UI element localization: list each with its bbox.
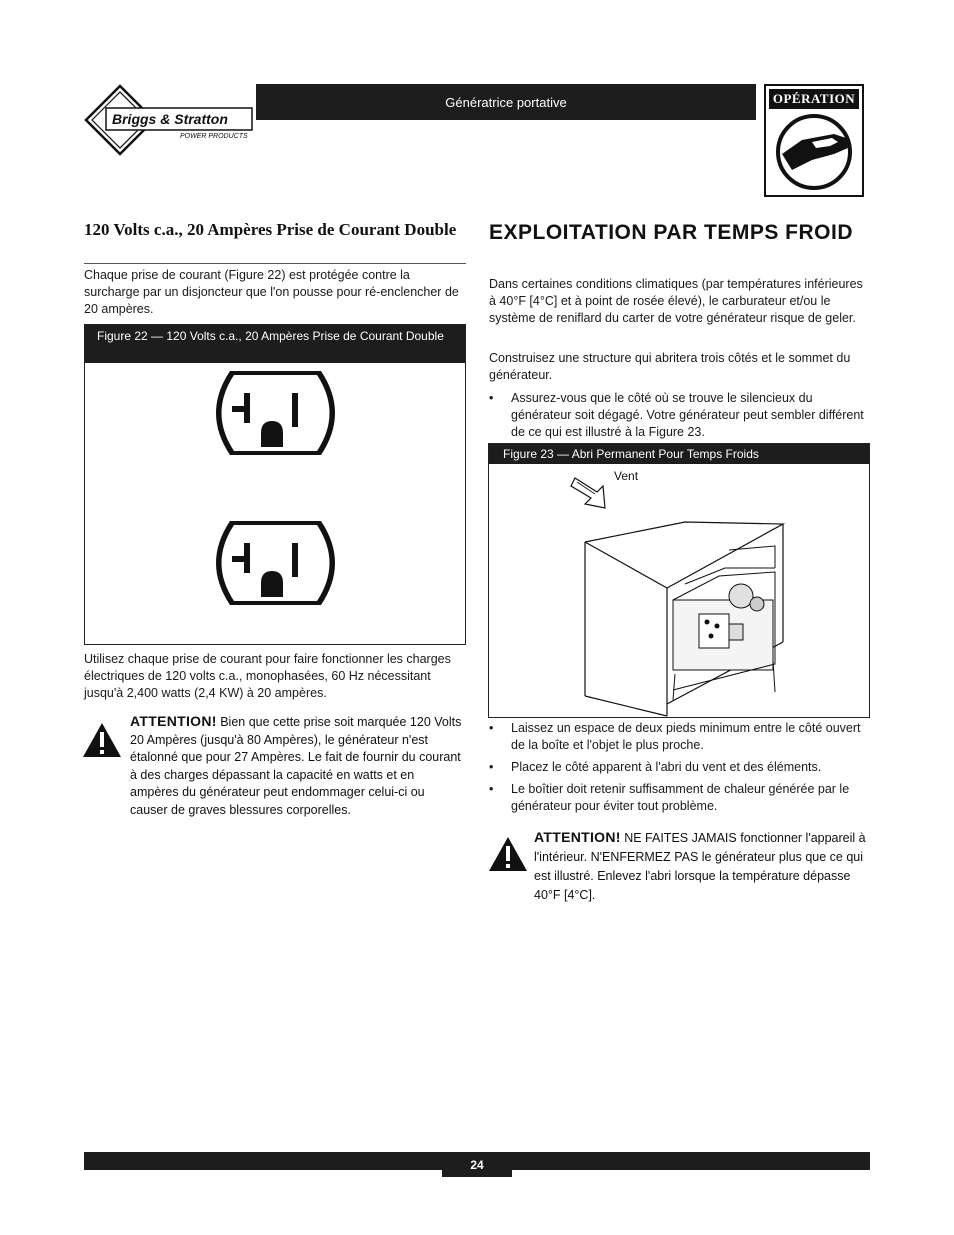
list-item-text: Assurez-vous que le côté où se trouve le silencieux du générateur soit dégagé. Votre générateur peut sembler différent de ce qui est illustré à la Figure 23. [511,391,864,439]
section-badge [764,84,864,197]
hand-switch-icon [772,114,856,190]
outlet-receptacle-upper [216,371,335,455]
list-item-text: Le boîtier doit retenir suffisamment de chaleur générée par le générateur pour éviter tout problème. [511,782,850,813]
figure-22-title: 120 Volts c.a., 20 Ampères Prise de Courant Double [166,329,444,343]
warning-text: Bien que cette prise soit marquée 120 Volts 20 Ampères (jusqu'à 80 Ampères), le générateur n'est étalonné que pour 27 Ampères. Le fait de fournir du courant à des charges dépassant la capacité en watts et en ampères du générateur peut endommager celui-ci ou causer de graves blessures corporelles. [130,715,462,817]
warning-triangle-icon [488,836,528,872]
bullet-marker: • [489,760,494,774]
list-item-text: Placez le côté apparent à l'abri du vent et des éléments. [511,760,822,774]
duplex-outlet-illustration [85,363,465,643]
bullet-marker: • [489,782,494,796]
section-title-outlet: 120 Volts c.a., 20 Ampères Prise de Courant Double [84,220,457,239]
brand-sub: POWER PRODUCTS [180,133,248,140]
figure-22-caption [85,325,465,363]
bullet-marker: • [489,391,494,405]
wind-arrow-icon [571,478,605,508]
figure-23-caption: Figure 23 — Abri Permanent Pour Temps Froids [489,444,869,464]
warning-cold-weather [534,828,872,905]
footer-bar-right [512,1152,870,1170]
list-item [489,720,871,754]
figure-22-number: Figure 22 — [97,329,164,343]
title-divider [84,263,466,264]
warning-outlet [130,713,464,819]
warning-triangle-icon [82,722,122,758]
outlet-usage-paragraph: Utilisez chaque prise de courant pour faire fonctionner les charges électriques de 120 volts c.a., monophasées, 60 Hz nécessitant jusqu'à 2,400 watts (2,4 KW) à 20 ampères. [84,652,451,700]
shelter-instruction-paragraph: Construisez une structure qui abritera trois côtés et le sommet du générateur. [489,351,851,382]
brand-logo [82,84,257,156]
shelter-illustration [489,464,869,717]
warning-text: NE FAITES JAMAIS fonctionner l'appareil à l'intérieur. N'ENFERMEZ PAS le générateur plus que ce qui est illustré. Enlevez l'abri lorsque la température dépasse 40°F [4°C]. [534,831,866,902]
vent-label: Vent [614,469,639,483]
outlet-receptacle-lower [216,521,335,605]
header-bar [256,84,756,120]
list-item [489,390,871,441]
cold-weather-intro-paragraph: Dans certaines conditions climatiques (par températures inférieures à 40°F [4°C] et à point de rosée élevé), le carburateur et/ou le système de reniflard du carter de votre générateur risque de geler. [489,277,863,325]
section-title-cold-weather: EXPLOITATION PAR TEMPS FROID [489,221,854,244]
document-title: Génératrice portative [445,94,567,110]
figure-22 [84,324,466,645]
outlet-intro-paragraph: Chaque prise de courant (Figure 22) est protégée contre la surcharge par un disjoncteur que l'on pousse pour ré-enclencher de 20 ampères. [84,268,459,316]
list-item [489,781,871,815]
list-item-text: Laissez un espace de deux pieds minimum entre le côté ouvert de la boîte et l'objet le plus proche. [511,721,861,752]
warning-label: ATTENTION! [534,829,621,845]
brand-name: Briggs & Stratton [112,111,228,127]
page-number: 24 [442,1152,512,1177]
section-badge-label: OPÉRATION [769,89,859,109]
bullet-marker: • [489,721,494,735]
figure-23 [488,443,870,718]
footer-bar-left [84,1152,442,1170]
list-item [489,759,871,776]
warning-label: ATTENTION! [130,713,217,729]
